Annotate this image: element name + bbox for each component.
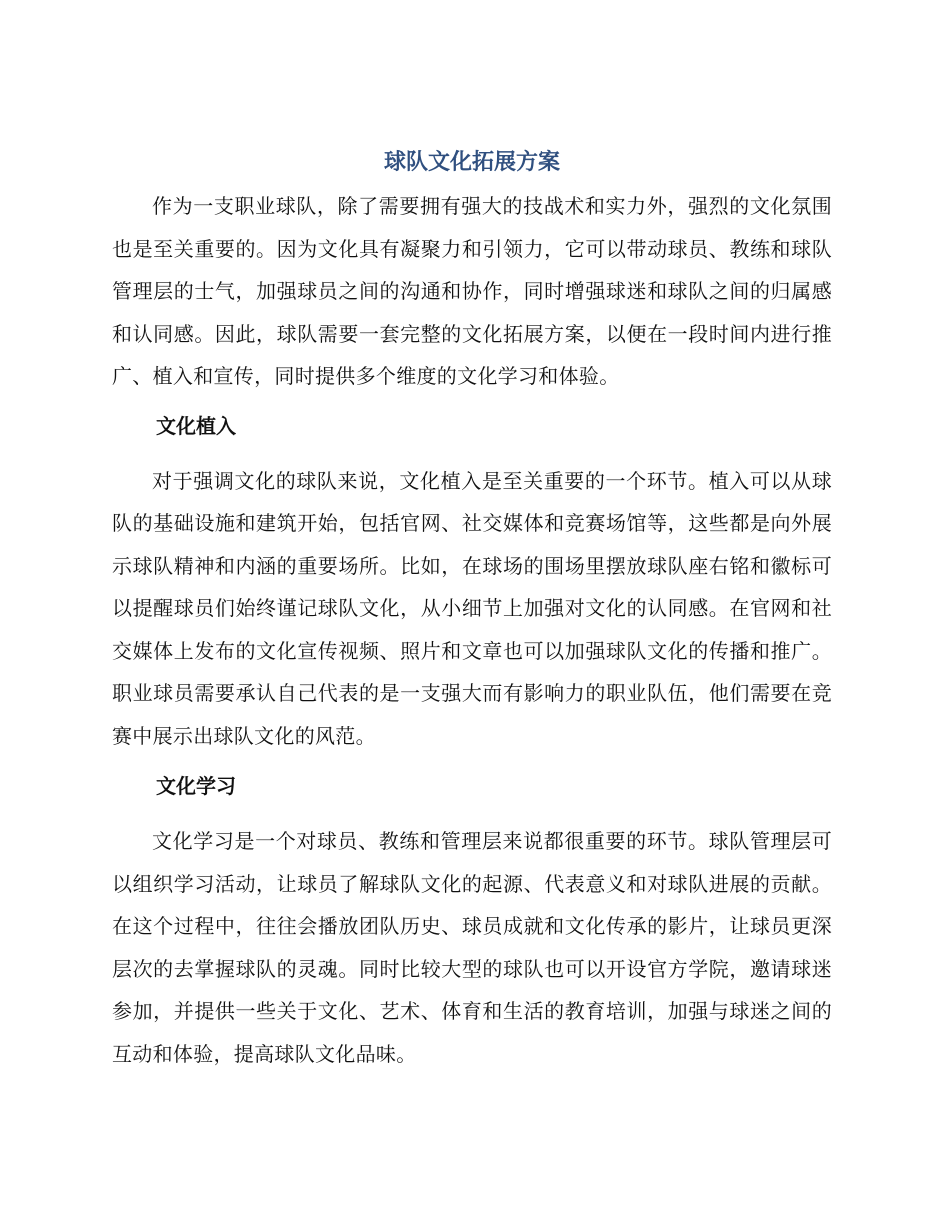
section-body-culture-learning: 文化学习是一个对球员、教练和管理层来说都很重要的环节。球队管理层可以组织学习活动，让球员了解球队文化的起源、代表意义和对球队进展的贡献。在这个过程中，往往会播放团队历史、球员成就和文化传承的影片，让球员更深层次的去掌握球队的灵魂。同时比较大型的球队也可以开设官方学院，邀请球迷参加，并提供一些关于文化、艺术、体育和生活的教育培训，加强与球迷之间的互动和体验，提高球队文化品味。 xyxy=(112,829,832,1066)
section-heading-culture-learning: 文化学习 xyxy=(156,774,236,798)
section-body-culture-implant: 对于强调文化的球队来说，文化植入是至关重要的一个环节。植入可以从球队的基础设施和建筑开始，包括官网、社交媒体和竞赛场馆等，这些都是向外展示球队精神和内涵的重要场所。比如，在球场的围场里摆放球队座右铭和徽标可以提醒球员们始终谨记球队文化，从小细节上加强对文化的认同感。在官网和社交媒体上发布的文化宣传视频、照片和文章也可以加强球队文化的传播和推广。职业球员需要承认自己代表的是一支强大而有影响力的职业队伍，他们需要在竞赛中展示出球队文化的风范。 xyxy=(112,468,832,748)
document-body xyxy=(112,143,832,1075)
section-heading-culture-implant: 文化植入 xyxy=(156,413,236,438)
intro-paragraph: 作为一支职业球队，除了需要拥有强大的技战术和实力外，强烈的文化氛围也是至关重要的。因为文化具有凝聚力和引领力，它可以带动球员、教练和球队管理层的士气，加强球员之间的沟通和协作，同时增强球迷和球队之间的归属感和认同感。因此，球队需要一套完整的文化拓展方案，以便在一段时间内进行推广、植入和宣传，同时提供多个维度的文化学习和体验。 xyxy=(112,194,832,388)
document-title: 球队文化拓展方案 xyxy=(383,150,560,175)
